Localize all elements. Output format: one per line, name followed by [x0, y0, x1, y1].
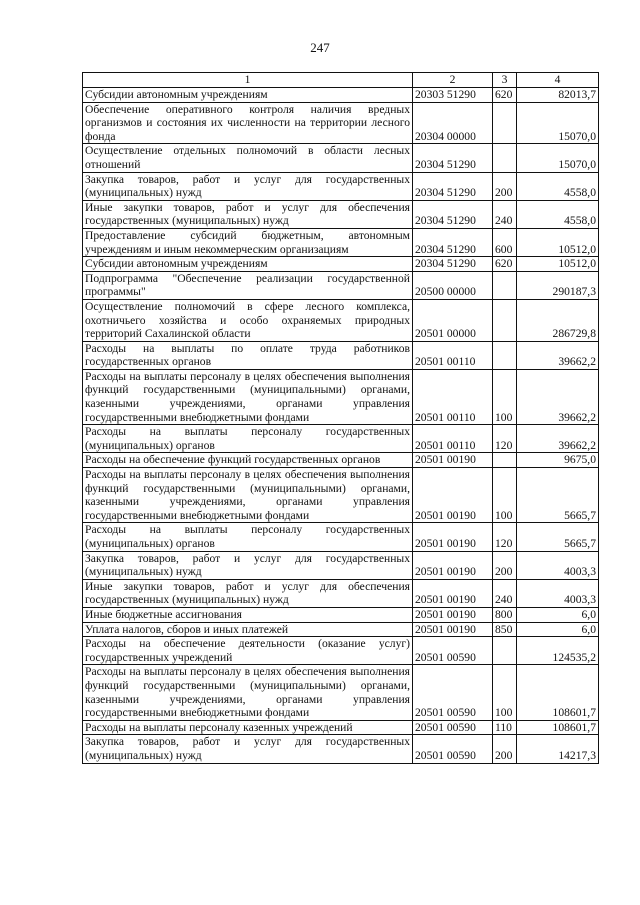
row-expense-type-cell	[493, 271, 517, 299]
row-expense-type-cell	[493, 453, 517, 468]
row-expense-type-cell: 120	[493, 523, 517, 551]
page-number: 247	[310, 40, 330, 55]
row-amount-cell: 286729,8	[517, 299, 599, 341]
row-name-cell: Субсидии автономным учреждениям	[83, 257, 413, 272]
column-header-1: 1	[83, 73, 413, 88]
row-amount-cell: 124535,2	[517, 637, 599, 665]
row-amount-cell: 5665,7	[517, 523, 599, 551]
table-row	[83, 144, 599, 172]
table-row	[83, 637, 599, 665]
table-row	[83, 551, 599, 579]
row-code-cell: 20501 00110	[413, 425, 493, 453]
row-expense-type-cell: 110	[493, 720, 517, 735]
row-name-cell: Расходы на выплаты по оплате труда работников государственных органов	[83, 341, 413, 369]
row-amount-cell: 290187,3	[517, 271, 599, 299]
row-name-cell: Иные бюджетные ассигнования	[83, 607, 413, 622]
row-amount-cell: 10512,0	[517, 257, 599, 272]
row-code-cell: 20501 00110	[413, 341, 493, 369]
row-name-cell: Субсидии автономным учреждениям	[83, 88, 413, 103]
table-row	[83, 425, 599, 453]
row-expense-type-cell	[493, 102, 517, 144]
row-code-cell: 20501 00190	[413, 523, 493, 551]
column-header-3: 3	[493, 73, 517, 88]
row-amount-cell: 6,0	[517, 607, 599, 622]
table-row	[83, 341, 599, 369]
table-row	[83, 299, 599, 341]
row-name-cell: Предоставление субсидий бюджетным, автономным учреждениям и иным некоммерческим организациям	[83, 228, 413, 256]
row-code-cell: 20501 00590	[413, 637, 493, 665]
table-row	[83, 200, 599, 228]
row-code-cell: 20304 51290	[413, 172, 493, 200]
row-code-cell: 20501 00190	[413, 551, 493, 579]
row-amount-cell: 108601,7	[517, 665, 599, 720]
row-expense-type-cell: 100	[493, 369, 517, 424]
table-row	[83, 579, 599, 607]
row-name-cell: Осуществление полномочий в сфере лесного комплекса, охотничьего хозяйства и особо охраняемых природных территорий Сахалинской области	[83, 299, 413, 341]
table-row	[83, 735, 599, 763]
row-expense-type-cell: 240	[493, 200, 517, 228]
table-row	[83, 523, 599, 551]
row-name-cell: Расходы на выплаты персоналу в целях обеспечения выполнения функций государственными (муниципальными) органами, казенными учреждениями, органами управления государственными внебюджетными фондами	[83, 369, 413, 424]
row-name-cell: Расходы на выплаты персоналу в целях обеспечения выполнения функций государственными (муниципальными) органами, казенными учреждениями, органами управления государственными внебюджетными фондами	[83, 468, 413, 523]
row-code-cell: 20304 51290	[413, 257, 493, 272]
row-name-cell: Подпрограмма "Обеспечение реализации государственной программы"	[83, 271, 413, 299]
table-row	[83, 453, 599, 468]
budget-table	[82, 72, 599, 764]
row-expense-type-cell: 800	[493, 607, 517, 622]
row-code-cell: 20501 00190	[413, 468, 493, 523]
row-code-cell: 20501 00590	[413, 735, 493, 763]
column-header-4: 4	[517, 73, 599, 88]
row-name-cell: Расходы на обеспечение деятельности (оказание услуг) государственных учреждений	[83, 637, 413, 665]
row-amount-cell: 4558,0	[517, 200, 599, 228]
row-name-cell: Уплата налогов, сборов и иных платежей	[83, 622, 413, 637]
row-name-cell: Расходы на обеспечение функций государственных органов	[83, 453, 413, 468]
row-amount-cell: 4003,3	[517, 579, 599, 607]
row-code-cell: 20501 00110	[413, 369, 493, 424]
row-name-cell: Закупка товаров, работ и услуг для государственных (муниципальных) нужд	[83, 735, 413, 763]
row-name-cell: Расходы на выплаты персоналу казенных учреждений	[83, 720, 413, 735]
table-row	[83, 172, 599, 200]
row-amount-cell: 10512,0	[517, 228, 599, 256]
row-code-cell: 20501 00000	[413, 299, 493, 341]
row-amount-cell: 6,0	[517, 622, 599, 637]
row-expense-type-cell: 620	[493, 257, 517, 272]
row-name-cell: Расходы на выплаты персоналу государственных (муниципальных) органов	[83, 523, 413, 551]
row-amount-cell: 39662,2	[517, 369, 599, 424]
row-name-cell: Закупка товаров, работ и услуг для государственных (муниципальных) нужд	[83, 551, 413, 579]
row-amount-cell: 4003,3	[517, 551, 599, 579]
table-row	[83, 257, 599, 272]
row-expense-type-cell: 200	[493, 735, 517, 763]
row-expense-type-cell: 120	[493, 425, 517, 453]
row-code-cell: 20304 51290	[413, 228, 493, 256]
row-code-cell: 20304 51290	[413, 144, 493, 172]
row-expense-type-cell	[493, 299, 517, 341]
row-name-cell: Иные закупки товаров, работ и услуг для обеспечения государственных (муниципальных) нужд	[83, 200, 413, 228]
row-expense-type-cell: 200	[493, 551, 517, 579]
row-code-cell: 20500 00000	[413, 271, 493, 299]
table-row	[83, 665, 599, 720]
row-expense-type-cell: 100	[493, 665, 517, 720]
row-name-cell: Обеспечение оперативного контроля наличия вредных организмов и состояния их численности на территории лесного фонда	[83, 102, 413, 144]
row-expense-type-cell: 200	[493, 172, 517, 200]
table-row	[83, 102, 599, 144]
row-code-cell: 20304 51290	[413, 200, 493, 228]
row-expense-type-cell: 240	[493, 579, 517, 607]
column-header-2: 2	[413, 73, 493, 88]
row-amount-cell: 15070,0	[517, 102, 599, 144]
row-code-cell: 20303 51290	[413, 88, 493, 103]
row-amount-cell: 4558,0	[517, 172, 599, 200]
row-amount-cell: 82013,7	[517, 88, 599, 103]
table-row	[83, 369, 599, 424]
row-name-cell: Осуществление отдельных полномочий в области лесных отношений	[83, 144, 413, 172]
row-expense-type-cell: 100	[493, 468, 517, 523]
table-row	[83, 271, 599, 299]
row-code-cell: 20501 00190	[413, 453, 493, 468]
row-code-cell: 20501 00190	[413, 622, 493, 637]
table-row	[83, 228, 599, 256]
row-amount-cell: 15070,0	[517, 144, 599, 172]
row-code-cell: 20501 00190	[413, 579, 493, 607]
row-amount-cell: 9675,0	[517, 453, 599, 468]
table-row	[83, 720, 599, 735]
row-code-cell: 20501 00590	[413, 720, 493, 735]
row-name-cell: Расходы на выплаты персоналу государственных (муниципальных) органов	[83, 425, 413, 453]
table-row	[83, 88, 599, 103]
row-amount-cell: 5665,7	[517, 468, 599, 523]
row-expense-type-cell: 620	[493, 88, 517, 103]
row-amount-cell: 39662,2	[517, 341, 599, 369]
row-name-cell: Закупка товаров, работ и услуг для государственных (муниципальных) нужд	[83, 172, 413, 200]
row-expense-type-cell	[493, 341, 517, 369]
row-expense-type-cell	[493, 637, 517, 665]
table-row	[83, 468, 599, 523]
table-row	[83, 622, 599, 637]
row-code-cell: 20304 00000	[413, 102, 493, 144]
row-expense-type-cell: 850	[493, 622, 517, 637]
row-expense-type-cell: 600	[493, 228, 517, 256]
row-amount-cell: 14217,3	[517, 735, 599, 763]
row-expense-type-cell	[493, 144, 517, 172]
row-amount-cell: 108601,7	[517, 720, 599, 735]
row-code-cell: 20501 00190	[413, 607, 493, 622]
table-header-row	[83, 73, 599, 88]
row-amount-cell: 39662,2	[517, 425, 599, 453]
row-name-cell: Иные закупки товаров, работ и услуг для обеспечения государственных (муниципальных) нужд	[83, 579, 413, 607]
row-code-cell: 20501 00590	[413, 665, 493, 720]
table-row	[83, 607, 599, 622]
row-name-cell: Расходы на выплаты персоналу в целях обеспечения выполнения функций государственными (муниципальными) органами, казенными учреждениями, органами управления государственными внебюджетными фондами	[83, 665, 413, 720]
